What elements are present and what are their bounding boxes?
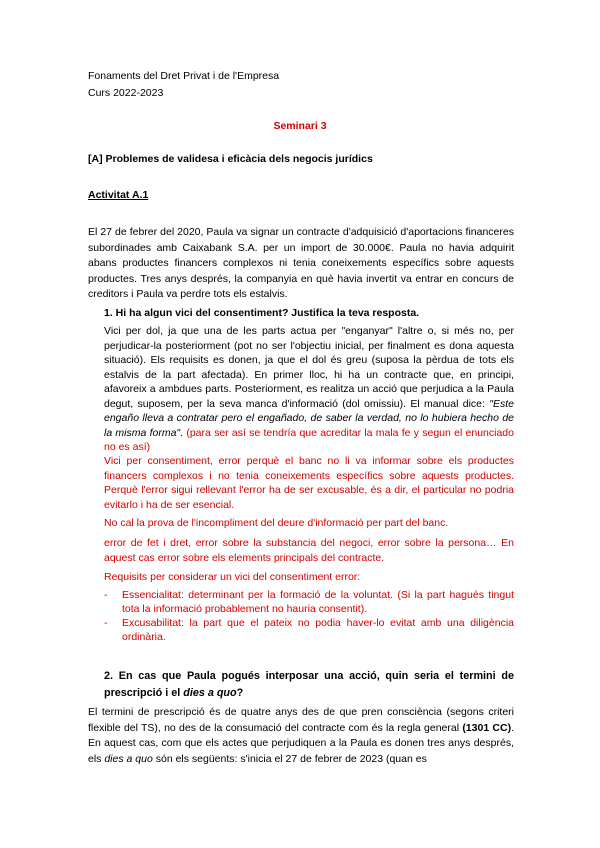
- activity-title: Activitat A.1: [88, 189, 149, 201]
- seminar-title: Seminari 3: [273, 120, 327, 132]
- answer-1-part1-end: .: [180, 426, 184, 439]
- bullet-marker-2: -: [104, 617, 108, 629]
- answer-2-block: [88, 705, 514, 767]
- answer-2-mid: . En aquest cas, com que els actes que perjudiquen a la Paula es donen tres anys després, els: [88, 721, 515, 765]
- answer-1-text: [104, 324, 514, 455]
- answer-1-quote: "Este engaño lleva a contratar pero el engañado, de saber la verdad, no lo hubiera hecho de la misma forma": [104, 397, 514, 439]
- bullet-marker-1: -: [104, 589, 108, 601]
- intro-text: El 27 de febrer del 2020, Paula va signar un contracte d'adquisició d'aportacions financeres subordinades amb Caixabank S.A. per un import de 30.000€. Paula no havia adquirit abans productes financers complexos ni tenia coneixements específics sobre aquests productes. Tres anys després, la companyia en què havia invertit va entrar en concurs de creditors i Paula va perdre tots els estalvis.: [88, 226, 514, 300]
- red-para-3-block: [104, 536, 514, 565]
- red-para-2: No cal la prova de l'incompliment del deure d'informació per part del banc.: [104, 517, 449, 529]
- bullet-text-2: Excusabilitat: la part que el pateix no podia haver-lo evitat amb una diligència ordinària.: [122, 617, 514, 643]
- question-2-end: ?: [236, 686, 244, 699]
- answer-1-error-block: [104, 454, 514, 512]
- red-para-1: Vici per consentiment, error perquè el banc no li va informar sobre els productes financers complexos i no tenia coneixements específics sobre aquests productes. Perquè l'error sigui rellevant l'error ha de ser excusable, és a dir, el particular no podria evitarlo i ha de ser esencial.: [104, 455, 514, 511]
- bullet-item-1: [122, 588, 514, 616]
- intro-paragraph: [88, 225, 514, 303]
- answer-1-block: [104, 324, 514, 455]
- answer-2-start: El termini de prescripció és de quatre anys des de que pren consciència (segons criteri flexible del TS), no des de la consumació del contracte com és la regla general: [88, 706, 514, 734]
- bullet-item-2: [122, 616, 514, 644]
- answer-2-text: [88, 705, 514, 767]
- course-year: Curs 2022-2023: [88, 87, 164, 99]
- answer-2-italic: dies a quo: [104, 752, 153, 765]
- answer-2-end: són els següents: s'inicia el 27 de febrer de 2023 (quan es: [152, 752, 427, 765]
- answer-1-red-tail: (para ser así se tendría que acreditar la mala fe y segun el enunciado no es así): [104, 426, 514, 453]
- course-name: Fonaments del Dret Privat i de l'Empresa: [88, 70, 280, 82]
- question-2: [104, 668, 514, 701]
- answer-1-part1: Vici per dol, ja que una de les parts actua per "enganyar" l'altre o, si més no, per perjudicar-la posteriorment (pot no ser l'objectiu inicial, per finalment es dona aquesta situació). Els requisits es donen, ja que el dol és greu (suposa la pèrdua de tots els estalvis de la part afectada). En primer lloc, hi ha un contracte que, en principi, afavoreix a ambdues parts. Posteriorment, es realitza un acció que perjudica a la Paula degut, suposem, per la seva manca d'informació (dol omissiu). El manual dice:: [104, 325, 514, 410]
- section-title: [A] Problemes de validesa i eficàcia dels negocis jurídics: [88, 153, 373, 165]
- bullet-text-1: Essencialitat: determinant per la formació de la voluntat. (Si la part hagués tingut tota la informació probablement no hauria consentit).: [122, 589, 514, 615]
- question-2-italic: dies a quo: [183, 686, 237, 699]
- red-para-4: Requisits per considerar un vici del consentiment error:: [104, 571, 361, 583]
- red-para-3: error de fet i dret, error sobre la substancia del negoci, error sobre la persona… En aquest cas error sobre els elements principals del contracte.: [104, 537, 514, 564]
- question-2-start: 2. En cas que Paula pogués interposar una acció, quin seria el termini de prescripció i el: [104, 670, 514, 699]
- question-1: 1. Hi ha algun vici del consentiment? Justifica la teva resposta.: [104, 307, 420, 319]
- answer-2-bold: (1301 CC): [462, 721, 512, 734]
